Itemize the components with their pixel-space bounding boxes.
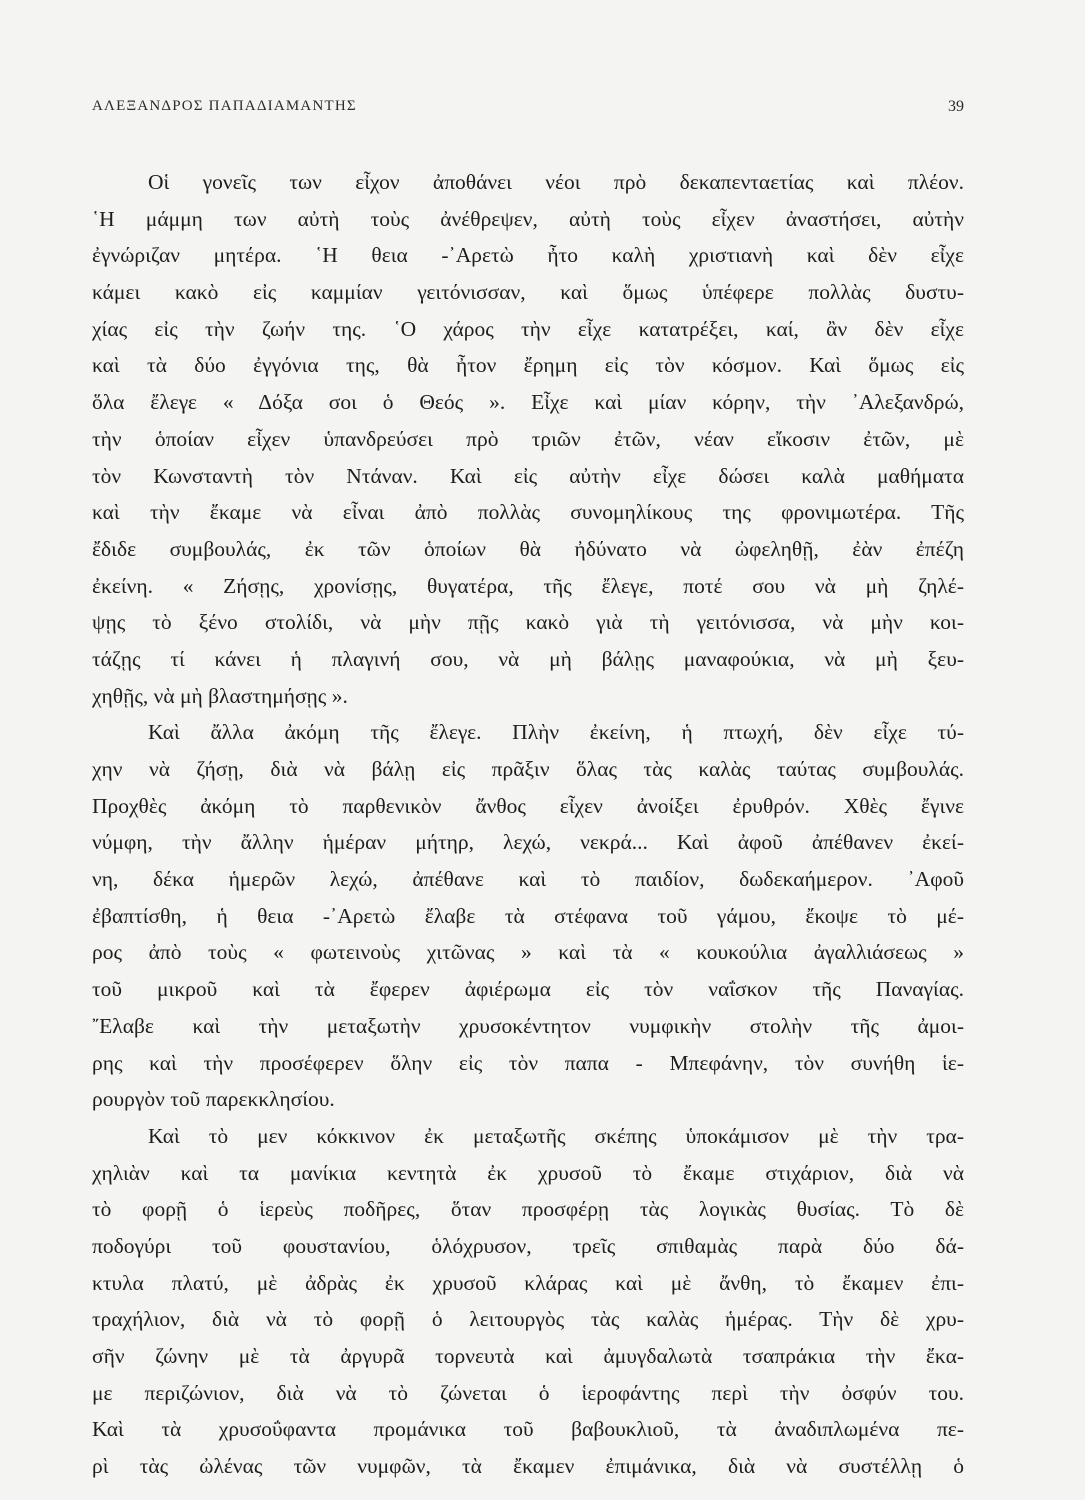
text-line: ἐκείνη. « Ζήσῃς, χρονίσῃς, θυγατέρα, τῆς ἔλεγε, ποτέ σου νὰ μὴ ζηλέ- xyxy=(92,573,964,598)
text-line: ποδογύρι τοῦ φουστανίου, ὁλόχρυσον, τρεῖς σπιθαμὰς παρὰ δύο δά- xyxy=(92,1233,964,1258)
page-number: 39 xyxy=(948,98,964,115)
text-line: τὴν ὁποίαν εἶχεν ὑπανδρεύσει πρὸ τριῶν ἐτῶν, νέαν εἴκοσιν ἐτῶν, μὲ xyxy=(92,426,964,451)
text-line: ὅλα ἔλεγε « Δόξα σοι ὁ Θεός ». Εἶχε καὶ μίαν κόρην, τὴν ᾿Αλεξανδρώ, xyxy=(92,390,964,415)
text-line: Προχθὲς ἀκόμη τὸ παρθενικὸν ἄνθος εἶχεν ἀνοίξει ἐρυθρόν. Χθὲς ἔγινε xyxy=(92,793,964,818)
text-line: ψῃς τὸ ξένο στολίδι, νὰ μὴν πῇς κακὸ γιὰ τὴ γειτόνισσα, νὰ μὴν κοι- xyxy=(92,610,964,635)
text-line: Καὶ τὸ μεν κόκκινον ἐκ μεταξωτῆς σκέπης ὑποκάμισον μὲ τὴν τρα- xyxy=(148,1123,964,1148)
text-line: κτυλα πλατύ, μὲ ἀδρὰς ἐκ χρυσοῦ κλάρας καὶ μὲ ἄνθη, τὸ ἔκαμεν ἐπι- xyxy=(92,1270,964,1295)
text-line: ρουργὸν τοῦ παρεκκλησίου. xyxy=(92,1087,335,1112)
text-line: καὶ τὰ δύο ἐγγόνια της, θὰ ἦτον ἔρημη εἰς τὸν κόσμον. Καὶ ὅμως εἰς xyxy=(92,353,964,378)
text-line: νύμφη, τὴν ἄλλην ἡμέραν μήτηρ, λεχώ, νεκρά... Καὶ ἀφοῦ ἀπέθανεν ἐκεί- xyxy=(92,830,964,855)
running-header xyxy=(92,98,964,124)
text-line: χηθῇς, νὰ μὴ βλαστημήσῃς ». xyxy=(92,683,348,708)
text-line: τὸ φορῇ ὁ ἱερεὺς ποδῆρες, ὅταν προσφέρῃ τὰς λογικὰς θυσίας. Τὸ δὲ xyxy=(92,1197,964,1222)
text-line: ἔδιδε συμβουλάς, ἐκ τῶν ὁποίων θὰ ἠδύνατο νὰ ὠφεληθῇ, ἐὰν ἐπέζη xyxy=(92,536,964,561)
text-line: χίας εἰς τὴν ζωήν της. ῾Ο χάρος τὴν εἶχε κατατρέξει, καί, ἂν δὲν εἶχε xyxy=(92,316,964,341)
text-line: ἐβαπτίσθη, ἡ θεια -᾿Αρετὼ ἔλαβε τὰ στέφανα τοῦ γάμου, ἔκοψε τὸ μέ- xyxy=(92,903,964,928)
text-line: τὸν Κωνσταντὴ τὸν Ντάναν. Καὶ εἰς αὐτὴν εἶχε δώσει καλὰ μαθήματα xyxy=(92,463,964,488)
text-line: ρὶ τὰς ὠλένας τῶν νυμφῶν, τὰ ἔκαμεν ἐπιμάνικα, διὰ νὰ συστέλλῃ ὁ xyxy=(92,1454,964,1479)
text-line: τραχήλιον, διὰ νὰ τὸ φορῇ ὁ λειτουργὸς τὰς καλὰς ἡμέρας. Τὴν δὲ χρυ- xyxy=(92,1307,964,1332)
text-line: τάζῃς τί κάνει ἡ πλαγινή σου, νὰ μὴ βάλῃς μαναφούκια, νὰ μὴ ξευ- xyxy=(92,646,964,671)
text-line: ρης καὶ τὴν προσέφερεν ὅλην εἰς τὸν παπα - Μπεφάνην, τὸν συνήθη ἱε- xyxy=(92,1050,964,1075)
text-line: κάμει κακὸ εἰς καμμίαν γειτόνισσαν, καὶ ὅμως ὑπέφερε πολλὰς δυστυ- xyxy=(92,280,964,305)
text-line: τοῦ μικροῦ καὶ τὰ ἔφερεν ἀφιέρωμα εἰς τὸν ναΐσκον τῆς Παναγίας. xyxy=(92,977,964,1002)
text-line: καὶ τὴν ἔκαμε νὰ εἶναι ἀπὸ πολλὰς συνομηλίκους της φρονιμωτέρα. Τῆς xyxy=(92,500,964,525)
text-line: ῎Ελαβε καὶ τὴν μεταξωτὴν χρυσοκέντητον νυμφικὴν στολὴν τῆς ἀμοι- xyxy=(92,1013,964,1038)
text-line: ρος ἀπὸ τοὺς « φωτεινοὺς χιτῶνας » καὶ τὰ « κουκούλια ἀγαλλιάσεως » xyxy=(92,940,964,965)
text-line: νη, δέκα ἡμερῶν λεχώ, ἀπέθανε καὶ τὸ παιδίον, δωδεκαήμερον. ᾿Αφοῦ xyxy=(92,867,964,892)
text-line: ἐγνώριζαν μητέρα. ῾Η θεια -᾿Αρετὼ ἦτο καλὴ χριστιανὴ καὶ δὲν εἶχε xyxy=(92,243,964,268)
running-title: ΑΛΕΞΑΝΔΡΟΣ ΠΑΠΑΔΙΑΜΑΝΤΗΣ xyxy=(92,98,357,114)
text-line: χηλιὰν καὶ τα μανίκια κεντητὰ ἐκ χρυσοῦ τὸ ἔκαμε στιχάριον, διὰ νὰ xyxy=(92,1160,964,1185)
text-line: με περιζώνιον, διὰ νὰ τὸ ζώνεται ὁ ἱεροφάντης περὶ τὴν ὀσφύν του. xyxy=(92,1380,964,1405)
text-line: Καὶ τὰ χρυσοΰφαντα προμάνικα τοῦ βαβουκλιοῦ, τὰ ἀναδιπλωμένα πε- xyxy=(92,1417,964,1442)
text-line: χην νὰ ζήσῃ, διὰ νὰ βάλῃ εἰς πρᾶξιν ὅλας τὰς καλὰς ταύτας συμβουλάς. xyxy=(92,757,964,781)
text-line: Καὶ ἄλλα ἀκόμη τῆς ἔλεγε. Πλὴν ἐκείνη, ἡ πτωχή, δὲν εἶχε τύ- xyxy=(148,720,964,745)
text-line: ῾Η μάμμη των αὐτὴ τοὺς ἀνέθρεψεν, αὐτὴ τοὺς εἶχεν ἀναστήσει, αὐτὴν xyxy=(92,206,964,231)
text-line: Οἱ γονεῖς των εἶχον ἀποθάνει νέοι πρὸ δεκαπενταετίας καὶ πλέον. xyxy=(148,170,964,194)
body-text xyxy=(92,164,964,1485)
text-line: σῆν ζώνην μὲ τὰ ἀργυρᾶ τορνευτὰ καὶ ἀμυγδαλωτὰ τσαπράκια τὴν ἔκα- xyxy=(92,1344,964,1368)
